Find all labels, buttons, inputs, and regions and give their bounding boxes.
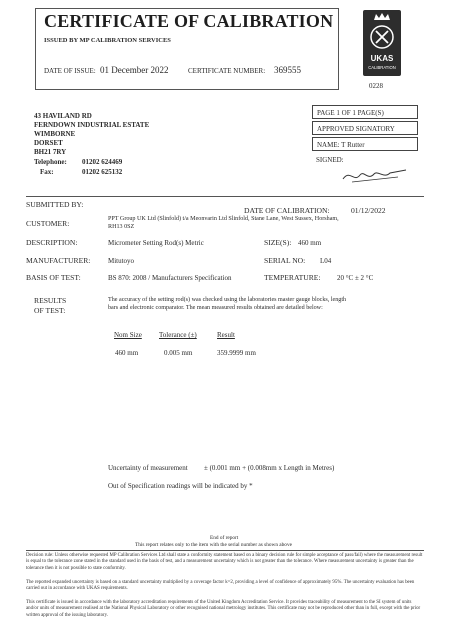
calibration-date-value: 01/12/2022 <box>351 206 386 215</box>
issue-date-label: DATE OF ISSUE: <box>44 67 96 75</box>
signed-label: SIGNED: <box>316 156 344 164</box>
signature-icon <box>340 165 410 185</box>
signed-area <box>312 153 418 187</box>
address-line: BH21 7RY <box>34 148 67 156</box>
ukas-lab-number: 0228 <box>369 82 383 90</box>
serial-value: L04 <box>320 257 332 265</box>
size-value: 460 mm <box>298 239 322 247</box>
description-label: DESCRIPTION: <box>26 238 78 247</box>
customer-label: CUSTOMER: <box>26 219 70 228</box>
calibration-date-label: DATE OF CALIBRATION: <box>244 206 330 215</box>
end-of-report: End of report <box>210 535 239 541</box>
telephone-label: Telephone: <box>34 158 67 166</box>
tolerance-value: 0.005 mm <box>164 349 193 357</box>
temperature-value: 20 °C ± 2 °C <box>337 274 374 282</box>
signatory-name: NAME: T Rutter <box>312 137 418 151</box>
uncertainty-note: The reported expanded uncertainty is based on a standard uncertainty multiplied by a coverage factor k=2, providing a level of confidence of approximately 95%. The uncertainty evaluation has been carried out in accordance with UKAS requirements. <box>26 580 415 592</box>
results-label: OF TEST: <box>34 306 66 315</box>
divider <box>26 196 424 197</box>
certificate-number-label: CERTIFICATE NUMBER: <box>188 67 266 75</box>
ukas-logo <box>363 10 401 76</box>
address-line: WIMBORNE <box>34 130 76 138</box>
result-value: 359.9999 mm <box>217 349 256 357</box>
certificate-title: CERTIFICATE OF CALIBRATION <box>44 11 334 31</box>
column-header-tolerance: Tolerance (±) <box>159 331 197 339</box>
accreditation-note: This certificate is issued in accordance with the laboratory accreditation requirements of the United Kingdom Accreditation Service. It provides traceability of measurement to the SI system of units and/or units of measurement realised at the National Physical Laboratory or other recognised national metrology institutes. This certificate may not be reproduced other than in full, except with the prior written approval of the issuing laboratory. <box>26 600 421 618</box>
basis-of-test-label: BASIS OF TEST: <box>26 273 81 282</box>
manufacturer-label: MANUFACTURER: <box>26 256 91 265</box>
results-text: bars and electronic comparator. The mean measured results obtained are detailed below: <box>108 305 323 311</box>
uncertainty-value: ± (0.001 mm + (0.008mm x Length in Metres) <box>204 464 335 472</box>
basis-of-test-value: BS 870: 2008 / Manufacturers Specification <box>108 274 232 282</box>
footer-divider <box>26 550 424 551</box>
out-of-spec-note: Out of Specification readings will be indicated by * <box>108 482 253 490</box>
page-count: PAGE 1 OF 1 PAGE(S) <box>312 105 418 119</box>
approved-signatory: APPROVED SIGNATORY <box>312 121 418 135</box>
fax-label: Fax: <box>40 168 54 176</box>
column-header-result: Result <box>217 331 235 339</box>
issued-by: ISSUED BY MP CALIBRATION SERVICES <box>44 37 171 44</box>
description-value: Micrometer Setting Rod(s) Metric <box>108 239 204 247</box>
address-line: 43 HAVILAND RD <box>34 112 92 120</box>
results-label: RESULTS <box>34 296 67 305</box>
ukas-text: UKAS <box>370 54 394 63</box>
size-label: SIZE(S): <box>264 238 292 247</box>
fax-value: 01202 625132 <box>82 168 123 176</box>
issue-date-value: 01 December 2022 <box>100 65 169 75</box>
address-line: DORSET <box>34 139 63 147</box>
customer-line: PPT Group UK Ltd (Slinfold) t/a Meonvarin Ltd Slinfold, Stane Lane, West Sussex, Horsham, <box>108 216 339 222</box>
submitted-by-label: SUBMITTED BY: <box>26 200 84 209</box>
column-header-nominal-size: Nom Size <box>114 331 142 339</box>
results-text: The accuracy of the setting rod(s) was checked using the laboratories master gauge blocks, length <box>108 297 347 303</box>
crown-icon <box>363 10 401 54</box>
serial-label: SERIAL NO: <box>264 256 306 265</box>
nominal-size-value: 460 mm <box>115 349 139 357</box>
certificate-number-value: 369555 <box>274 65 301 75</box>
report-relates-note: This report relates only to the item with the serial number as shown above <box>135 542 292 548</box>
uncertainty-label: Uncertainty of measurement <box>108 464 188 472</box>
temperature-label: TEMPERATURE: <box>264 273 321 282</box>
address-line: FERNDOWN INDUSTRIAL ESTATE <box>34 121 150 129</box>
telephone-value: 01202 624469 <box>82 158 123 166</box>
ukas-calibration-text: CALIBRATION <box>368 65 396 70</box>
manufacturer-value: Mitutoyo <box>108 257 135 265</box>
customer-line: RH13 0SZ <box>108 224 135 230</box>
certificate-header <box>35 8 339 90</box>
decision-rule-note: Decision rule: Unless otherwise requested MP Calibration Services Ltd shall state a conformity statement based on a binary decision rule for simple acceptance of pass/fail) where the measurement result is equal to the tolerance zone stated in the standard used in the basis of test, and a measurement uncertainty which is not greater than the tolerance. Where measurement uncertainty is greater than the tolerance then it is not possible to state conformity. <box>26 553 423 571</box>
